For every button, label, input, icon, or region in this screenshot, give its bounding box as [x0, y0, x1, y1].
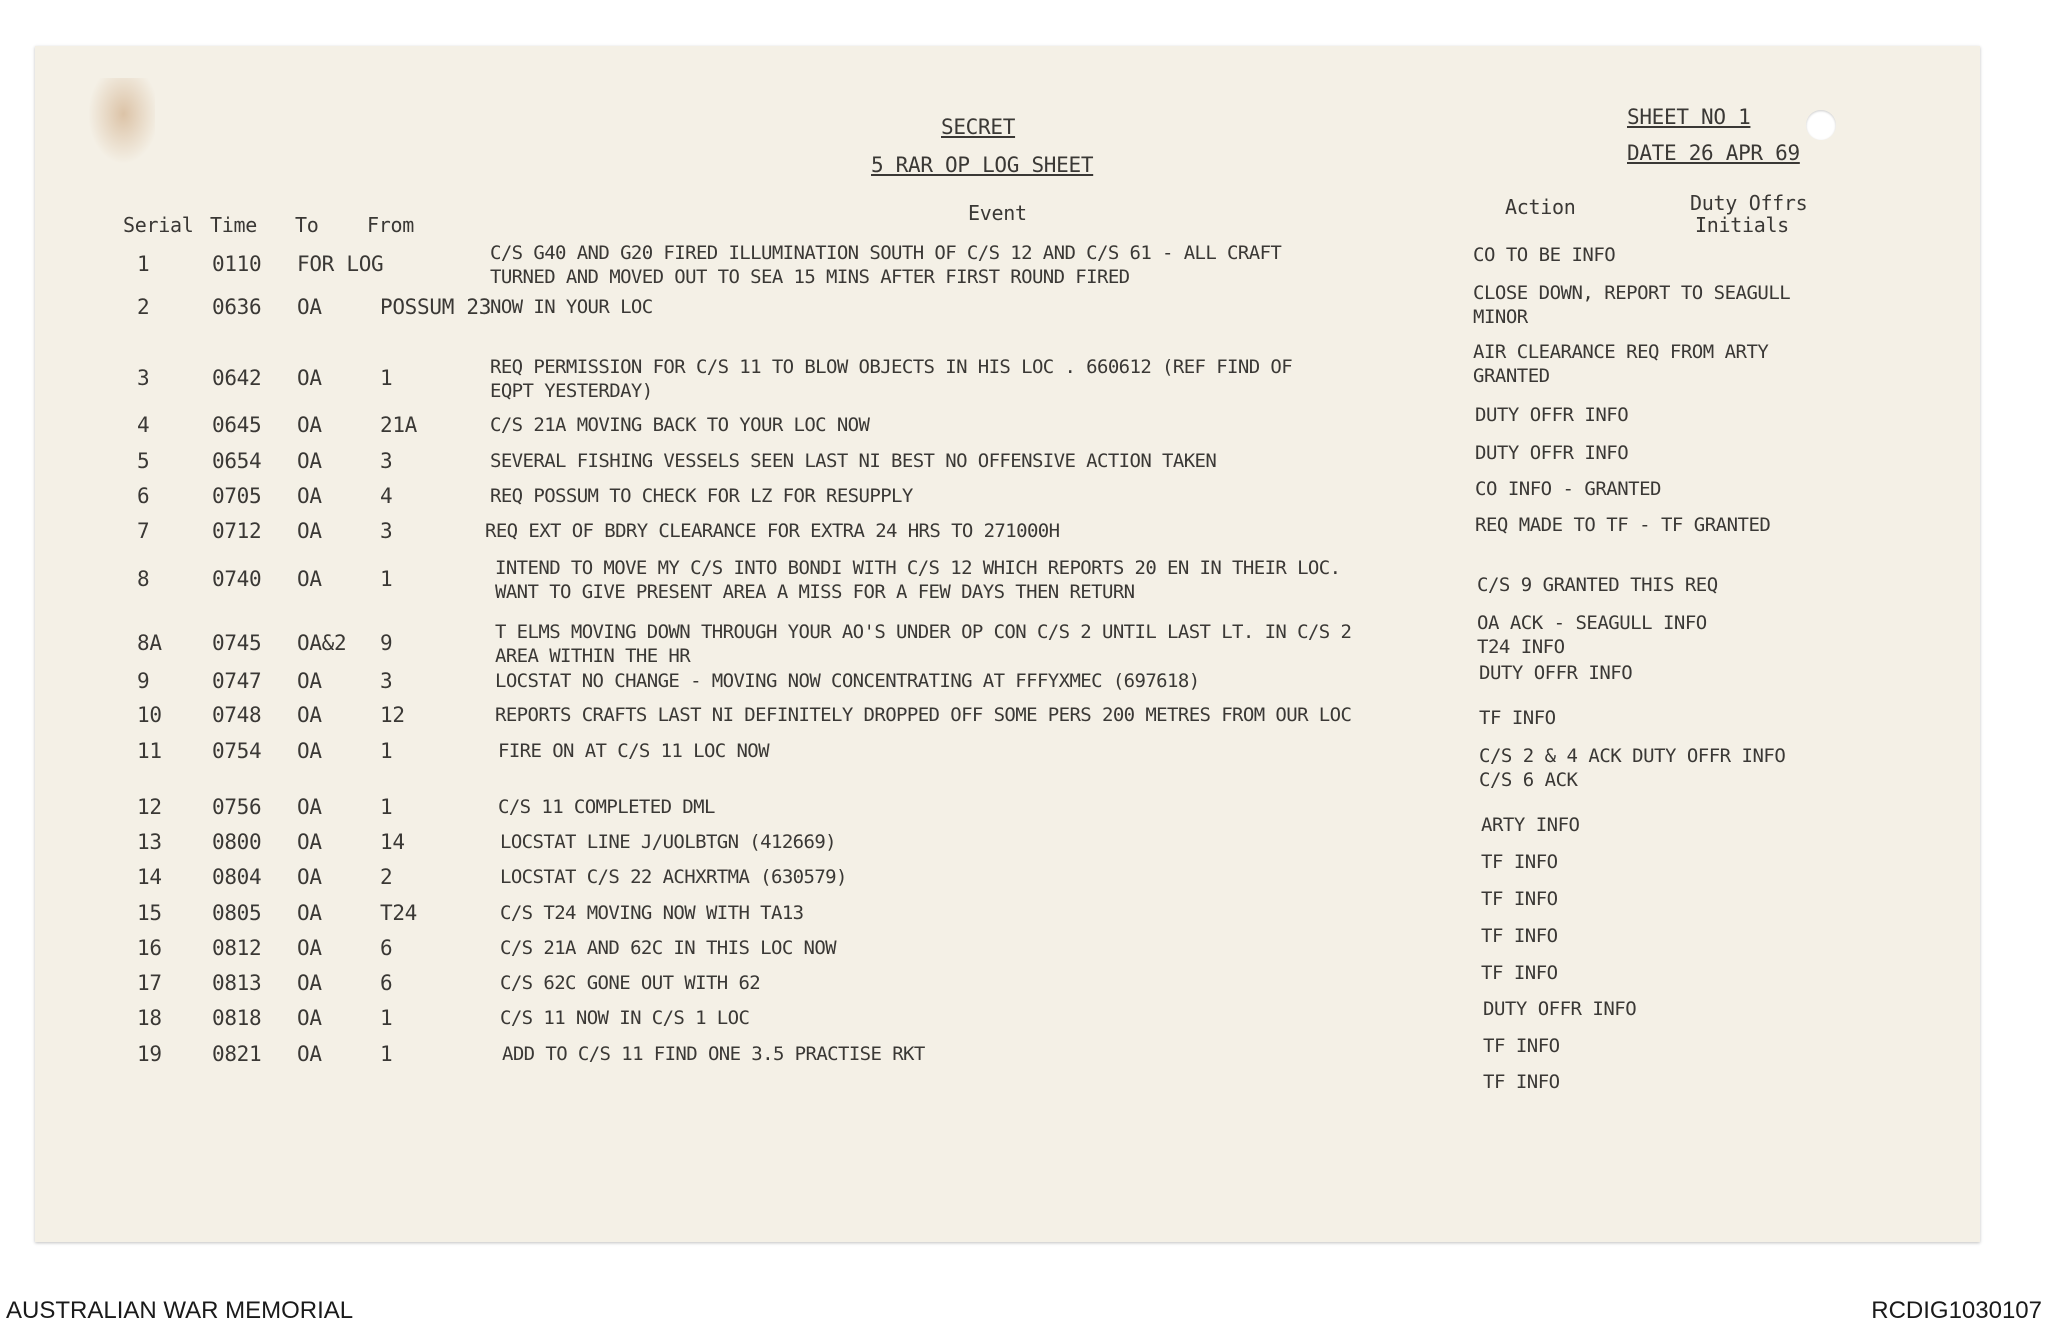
action-line: DUTY OFFR INFO: [1475, 404, 1629, 426]
action-line: GRANTED: [1473, 365, 1550, 387]
action-line: T24 INFO: [1477, 636, 1565, 658]
row-from: 1: [380, 739, 393, 763]
row-time: 0712: [212, 519, 262, 543]
row-time: 0110: [212, 252, 262, 276]
row-to: OA: [297, 971, 322, 995]
row-serial: 13: [137, 830, 162, 854]
action-line: MINOR: [1473, 306, 1528, 328]
row-from: 6: [380, 971, 393, 995]
action-line: DUTY OFFR INFO: [1483, 998, 1637, 1020]
row-to: OA: [297, 519, 322, 543]
col-header-to: To: [295, 213, 319, 237]
action-line: DUTY OFFR INFO: [1475, 442, 1629, 464]
row-event-line: AREA WITHIN THE HR: [495, 645, 691, 667]
row-time: 0747: [212, 669, 262, 693]
action-line: OA ACK - SEAGULL INFO: [1477, 612, 1707, 634]
action-line: CO INFO - GRANTED: [1475, 478, 1661, 500]
col-header-event: Event: [968, 201, 1027, 225]
footer-record-id: RCDIG1030107: [1871, 1297, 2042, 1324]
row-serial: 1: [137, 252, 150, 276]
row-from: POSSUM 23: [380, 295, 492, 319]
row-from: 1: [380, 1042, 393, 1066]
row-event-line: ADD TO C/S 11 FIND ONE 3.5 PRACTISE RKT: [502, 1043, 925, 1065]
action-line: TF INFO: [1481, 851, 1558, 873]
punch-hole: [1806, 110, 1836, 140]
row-from: 3: [380, 519, 393, 543]
footer-archive-name: AUSTRALIAN WAR MEMORIAL: [6, 1297, 354, 1324]
row-from: 6: [380, 936, 393, 960]
row-time: 0636: [212, 295, 262, 319]
row-event-line: C/S 21A MOVING BACK TO YOUR LOC NOW: [490, 414, 870, 436]
action-line: TF INFO: [1483, 1035, 1560, 1057]
row-to: OA: [297, 366, 322, 390]
row-to: OA: [297, 295, 322, 319]
row-time: 0642: [212, 366, 262, 390]
row-event-line: C/S 21A AND 62C IN THIS LOC NOW: [500, 937, 837, 959]
row-time: 0754: [212, 739, 262, 763]
row-event-line: REQ PERMISSION FOR C/S 11 TO BLOW OBJECTS IN HIS LOC . 660612 (REF FIND OF: [490, 356, 1293, 378]
log-sheet-paper: [35, 46, 1980, 1242]
row-event-line: C/S G40 AND G20 FIRED ILLUMINATION SOUTH OF C/S 12 AND C/S 61 - ALL CRAFT: [490, 242, 1282, 264]
row-serial: 12: [137, 795, 162, 819]
row-to: FOR LOG: [297, 252, 384, 276]
row-to: OA: [297, 865, 322, 889]
row-to: OA: [297, 901, 322, 925]
col-header-from: From: [367, 213, 414, 237]
col-header-time: Time: [210, 213, 257, 237]
col-header-initials-line2: Initials: [1695, 213, 1789, 237]
action-line: REQ MADE TO TF - TF GRANTED: [1475, 514, 1771, 536]
sheet-date: DATE 26 APR 69: [1627, 141, 1800, 165]
sheet-title: 5 RAR OP LOG SHEET: [871, 153, 1094, 177]
row-from: 1: [380, 567, 393, 591]
row-event-line: FIRE ON AT C/S 11 LOC NOW: [498, 740, 769, 762]
action-line: DUTY OFFR INFO: [1479, 662, 1633, 684]
action-line: TF INFO: [1481, 888, 1558, 910]
row-to: OA: [297, 936, 322, 960]
action-line: TF INFO: [1481, 925, 1558, 947]
row-from: 2: [380, 865, 393, 889]
row-event-line: INTEND TO MOVE MY C/S INTO BONDI WITH C/S 12 WHICH REPORTS 20 EN IN THEIR LOC.: [495, 557, 1341, 579]
action-line: C/S 6 ACK: [1479, 769, 1578, 791]
row-to: OA: [297, 795, 322, 819]
row-event-line: C/S 11 COMPLETED DML: [498, 796, 715, 818]
row-to: OA: [297, 1042, 322, 1066]
action-line: C/S 9 GRANTED THIS REQ: [1477, 574, 1718, 596]
sheet-number: SHEET NO 1: [1627, 105, 1751, 129]
classification-header: SECRET: [941, 115, 1016, 139]
row-from: 3: [380, 449, 393, 473]
row-time: 0812: [212, 936, 262, 960]
action-line: AIR CLEARANCE REQ FROM ARTY: [1473, 341, 1769, 363]
row-serial: 15: [137, 901, 162, 925]
row-serial: 6: [137, 484, 150, 508]
row-to: OA: [297, 413, 322, 437]
row-to: OA: [297, 484, 322, 508]
row-serial: 2: [137, 295, 150, 319]
row-serial: 17: [137, 971, 162, 995]
row-to: OA: [297, 830, 322, 854]
row-from: 1: [380, 366, 393, 390]
paper-stain: [85, 78, 155, 168]
row-time: 0813: [212, 971, 262, 995]
row-to: OA: [297, 449, 322, 473]
row-event-line: LOCSTAT LINE J/UOLBTGN (412669): [500, 831, 837, 853]
row-event-line: TURNED AND MOVED OUT TO SEA 15 MINS AFTER FIRST ROUND FIRED: [490, 266, 1130, 288]
row-event-line: C/S 11 NOW IN C/S 1 LOC: [500, 1007, 750, 1029]
row-event-line: C/S 62C GONE OUT WITH 62: [500, 972, 761, 994]
action-line: TF INFO: [1481, 962, 1558, 984]
row-time: 0645: [212, 413, 262, 437]
row-event-line: C/S T24 MOVING NOW WITH TA13: [500, 902, 804, 924]
row-serial: 3: [137, 366, 150, 390]
action-line: ARTY INFO: [1481, 814, 1580, 836]
row-event-line: EQPT YESTERDAY): [490, 380, 653, 402]
row-serial: 11: [137, 739, 162, 763]
row-time: 0800: [212, 830, 262, 854]
row-event-line: LOCSTAT C/S 22 ACHXRTMA (630579): [500, 866, 847, 888]
row-time: 0654: [212, 449, 262, 473]
row-event-line: REQ EXT OF BDRY CLEARANCE FOR EXTRA 24 HRS TO 271000H: [485, 520, 1060, 542]
row-serial: 14: [137, 865, 162, 889]
col-header-action: Action: [1505, 195, 1576, 219]
row-from: 14: [380, 830, 405, 854]
action-line: CO TO BE INFO: [1473, 244, 1616, 266]
row-from: 1: [380, 795, 393, 819]
row-to: OA: [297, 703, 322, 727]
row-serial: 18: [137, 1006, 162, 1030]
row-event-line: NOW IN YOUR LOC: [490, 296, 653, 318]
row-serial: 8A: [137, 631, 162, 655]
row-time: 0804: [212, 865, 262, 889]
row-serial: 9: [137, 669, 150, 693]
row-serial: 5: [137, 449, 150, 473]
row-event-line: LOCSTAT NO CHANGE - MOVING NOW CONCENTRATING AT FFFYXMEC (697618): [495, 670, 1200, 692]
row-time: 0821: [212, 1042, 262, 1066]
row-time: 0748: [212, 703, 262, 727]
row-serial: 4: [137, 413, 150, 437]
row-time: 0705: [212, 484, 262, 508]
row-time: 0818: [212, 1006, 262, 1030]
row-time: 0740: [212, 567, 262, 591]
row-to: OA: [297, 1006, 322, 1030]
row-time: 0756: [212, 795, 262, 819]
row-to: OA: [297, 739, 322, 763]
row-to: OA: [297, 669, 322, 693]
row-time: 0745: [212, 631, 262, 655]
row-serial: 16: [137, 936, 162, 960]
row-to: OA&2: [297, 631, 347, 655]
row-event-line: REQ POSSUM TO CHECK FOR LZ FOR RESUPPLY: [490, 485, 913, 507]
row-time: 0805: [212, 901, 262, 925]
row-event-line: T ELMS MOVING DOWN THROUGH YOUR AO'S UNDER OP CON C/S 2 UNTIL LAST LT. IN C/S 2: [495, 621, 1352, 643]
row-from: T24: [380, 901, 418, 925]
row-serial: 8: [137, 567, 150, 591]
action-line: C/S 2 & 4 ACK DUTY OFFR INFO: [1479, 745, 1786, 767]
row-from: 1: [380, 1006, 393, 1030]
row-to: OA: [297, 567, 322, 591]
action-line: CLOSE DOWN, REPORT TO SEAGULL: [1473, 282, 1791, 304]
row-from: 21A: [380, 413, 418, 437]
row-event-line: REPORTS CRAFTS LAST NI DEFINITELY DROPPED OFF SOME PERS 200 METRES FROM OUR LOC: [495, 704, 1352, 726]
col-header-serial: Serial: [123, 213, 194, 237]
action-line: TF INFO: [1479, 707, 1556, 729]
action-line: TF INFO: [1483, 1071, 1560, 1093]
row-from: 4: [380, 484, 393, 508]
row-from: 3: [380, 669, 393, 693]
col-header-initials-line1: Duty Offrs: [1690, 191, 1808, 215]
row-from: 12: [380, 703, 405, 727]
row-serial: 7: [137, 519, 150, 543]
row-serial: 10: [137, 703, 162, 727]
row-event-line: SEVERAL FISHING VESSELS SEEN LAST NI BEST NO OFFENSIVE ACTION TAKEN: [490, 450, 1217, 472]
row-event-line: WANT TO GIVE PRESENT AREA A MISS FOR A FEW DAYS THEN RETURN: [495, 581, 1135, 603]
row-serial: 19: [137, 1042, 162, 1066]
row-from: 9: [380, 631, 393, 655]
